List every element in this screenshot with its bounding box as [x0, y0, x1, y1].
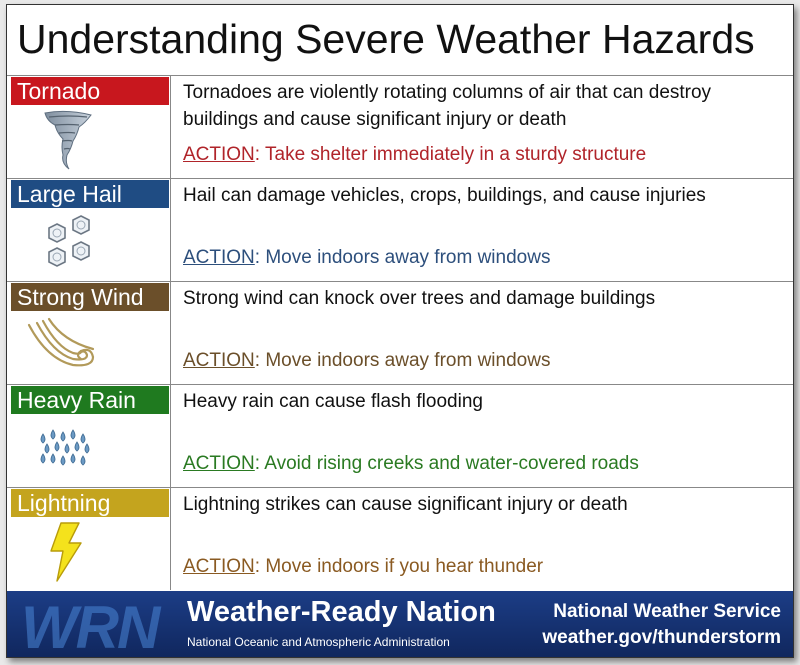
column-divider [170, 487, 171, 590]
hazard-row-large-hail [7, 178, 793, 281]
rain-icon [27, 418, 107, 480]
service-url[interactable]: weather.gov/thunderstorm [542, 627, 781, 648]
divider [7, 281, 793, 282]
service-info [542, 599, 781, 651]
action-text: : Move indoors away from windows [254, 350, 551, 371]
hazard-action [183, 244, 783, 271]
hazard-description: Tornadoes are violently rotating columns of air that can destroy buildings and cause significant injury or death [183, 82, 712, 130]
action-text: : Avoid rising creeks and water-covered roads [254, 453, 639, 474]
hazard-description: Heavy rain can cause flash flooding [183, 391, 483, 412]
action-label: ACTION [183, 144, 255, 165]
wind-icon [27, 315, 107, 377]
hazard-description: Hail can damage vehicles, crops, buildings, and cause injuries [183, 185, 706, 206]
action-text: : Move indoors away from windows [254, 247, 551, 268]
action-label: ACTION [183, 350, 255, 371]
hazard-badge: Lightning [11, 489, 169, 517]
divider [7, 75, 793, 76]
action-text: : Take shelter immediately in a sturdy structure [254, 144, 647, 165]
hazard-action [183, 347, 783, 374]
hazard-description: Strong wind can knock over trees and damage buildings [183, 288, 656, 309]
hazard-row-strong-wind [7, 281, 793, 384]
hazard-row-heavy-rain [7, 384, 793, 487]
wrn-logo: WRN [21, 594, 159, 658]
action-text: : Move indoors if you hear thunder [254, 556, 544, 577]
hazard-badge: Strong Wind [11, 283, 169, 311]
column-divider [170, 75, 171, 178]
divider [7, 384, 793, 385]
hazard-row-lightning [7, 487, 793, 590]
agency-name: National Oceanic and Atmospheric Administration [187, 635, 450, 649]
column-divider [170, 178, 171, 281]
divider [7, 487, 793, 488]
hazard-action [183, 553, 783, 580]
column-divider [170, 281, 171, 384]
brand-name: Weather-Ready Nation [187, 596, 496, 628]
action-label: ACTION [183, 556, 255, 577]
footer-banner [7, 591, 793, 657]
page-title: Understanding Severe Weather Hazards [17, 16, 755, 62]
tornado-icon [27, 109, 107, 171]
hazard-action [183, 450, 783, 477]
column-divider [170, 384, 171, 487]
hazard-row-tornado [7, 75, 793, 178]
action-label: ACTION [183, 453, 255, 474]
lightning-icon [27, 521, 107, 583]
service-name: National Weather Service [553, 601, 781, 622]
hazard-badge: Large Hail [11, 180, 169, 208]
divider [7, 178, 793, 179]
infographic-card [6, 4, 794, 658]
hazard-action [183, 141, 783, 168]
hazard-description: Lightning strikes can cause significant injury or death [183, 494, 628, 515]
hazard-badge: Heavy Rain [11, 386, 169, 414]
action-label: ACTION [183, 247, 255, 268]
hail-icon [27, 212, 107, 274]
hazard-badge: Tornado [11, 77, 169, 105]
